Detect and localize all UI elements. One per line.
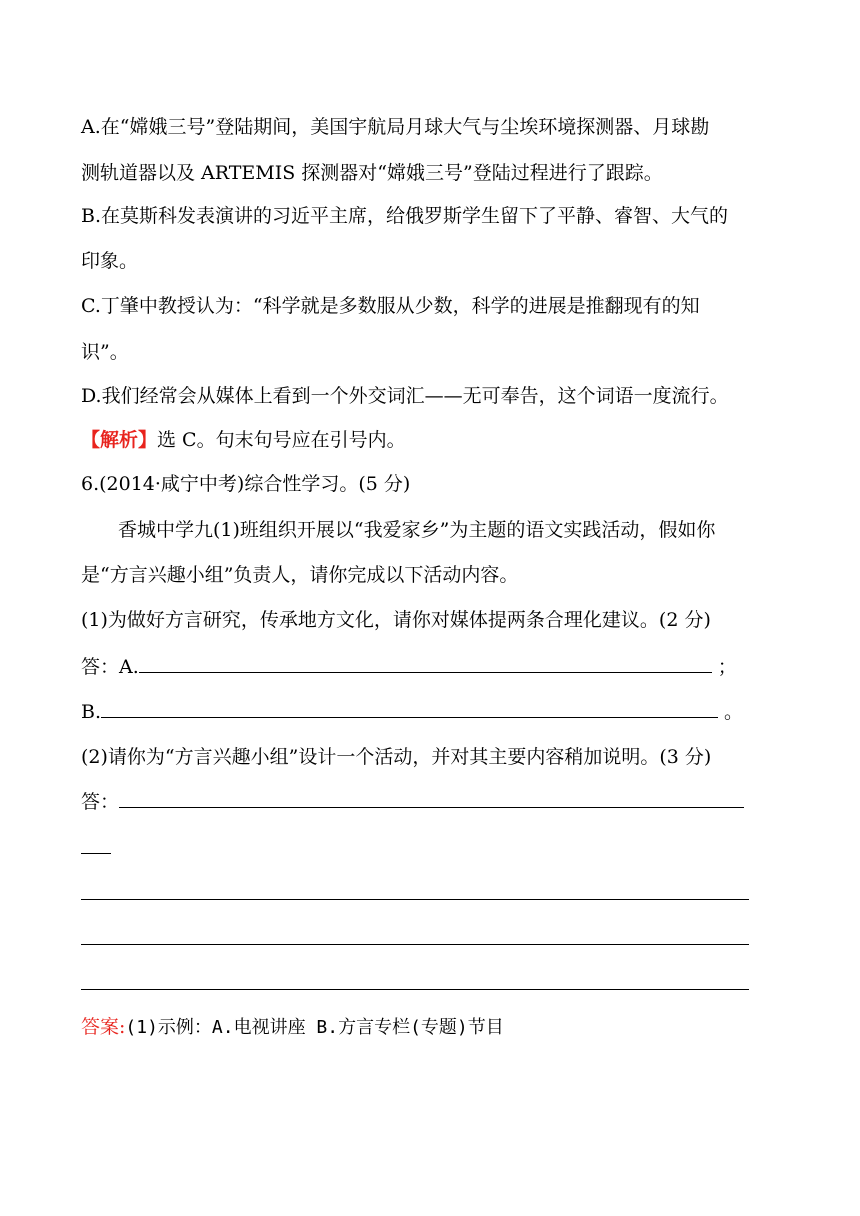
part2-answer-blank-4[interactable] bbox=[81, 944, 749, 945]
option-d-line1: D.我们经常会从媒体上看到一个外交词汇——无可奉告，这个词语一度流行。 bbox=[81, 385, 729, 407]
part1-answer-a-prefix: 答：A. bbox=[81, 656, 139, 678]
part2-answer-blank-1[interactable] bbox=[119, 806, 744, 808]
answer bbox=[81, 1015, 504, 1040]
part1-answer-a bbox=[81, 655, 737, 679]
option-b-line2: 印象。 bbox=[81, 250, 139, 272]
analysis bbox=[81, 428, 406, 452]
option-c-line2: 识”。 bbox=[81, 341, 129, 363]
option-a-line1: A.在“嫦娥三号”登陆期间，美国宇航局月球大气与尘埃环境探测器、月球勘 bbox=[81, 116, 710, 138]
part1-answer-a-blank[interactable] bbox=[139, 671, 712, 673]
option-b-line1: B.在莫斯科发表演讲的习近平主席，给俄罗斯学生留下了平静、睿智、大气的 bbox=[81, 205, 729, 227]
question-6-intro-line1: 香城中学九(1)班组织开展以“我爱家乡”为主题的语文实践活动，假如你 bbox=[118, 519, 716, 541]
part2-answer bbox=[81, 790, 744, 814]
part1-answer-a-end: ； bbox=[717, 656, 737, 678]
part2-answer-blank-5[interactable] bbox=[81, 989, 749, 990]
analysis-label: 【解析】 bbox=[81, 429, 158, 451]
question-6-intro-line2: 是“方言兴趣小组”负责人，请你完成以下活动内容。 bbox=[81, 564, 519, 586]
part2-answer-blank-2[interactable] bbox=[81, 853, 111, 854]
part1-answer-b bbox=[81, 700, 743, 724]
option-c-line1: C.丁肇中教授认为：“科学就是多数服从少数，科学的进展是推翻现有的知 bbox=[81, 295, 700, 317]
part2-answer-blank-3[interactable] bbox=[81, 899, 749, 900]
question-6-part1: (1)为做好方言研究，传承地方文化，请你对媒体提两条合理化建议。(2 分) bbox=[81, 609, 711, 631]
option-a-line2: 测轨道器以及 ARTEMIS 探测器对“嫦娥三号”登陆过程进行了跟踪。 bbox=[81, 162, 663, 184]
part2-answer-prefix: 答： bbox=[81, 791, 120, 813]
question-6-part2: (2)请你为“方言兴趣小组”设计一个活动，并对其主要内容稍加说明。(3 分) bbox=[81, 746, 712, 768]
answer-text: (1)示例：A.电视讲座 B.方言专栏(专题)节目 bbox=[125, 1017, 504, 1038]
part1-answer-b-blank[interactable] bbox=[101, 716, 718, 718]
part1-answer-b-prefix: B. bbox=[81, 701, 102, 723]
answer-label: 答案: bbox=[81, 1016, 126, 1038]
analysis-text: 选 C。句末句号应在引号内。 bbox=[157, 429, 406, 451]
part1-answer-b-end: 。 bbox=[724, 701, 744, 723]
question-6-title: 6.(2014·咸宁中考)综合性学习。(5 分) bbox=[81, 473, 411, 495]
